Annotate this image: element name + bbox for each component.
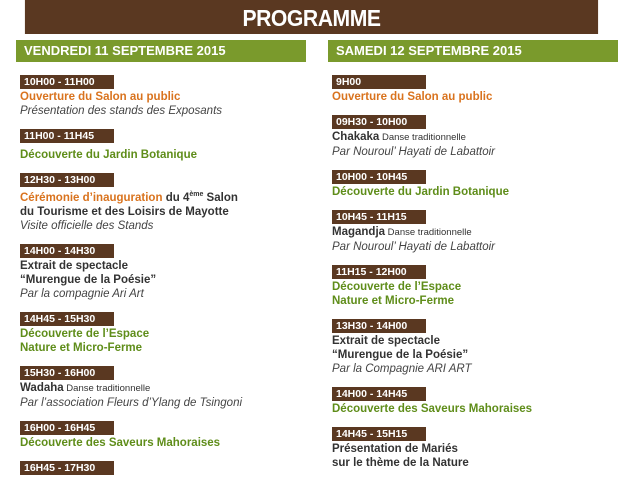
event-title: Ouverture du Salon au public xyxy=(332,91,493,103)
schedule-item xyxy=(20,363,306,410)
event-subtitle: Danse traditionnelle xyxy=(385,227,472,238)
event-subtitle: Danse traditionnelle xyxy=(379,132,466,143)
time-slot: 15H30 - 16H00 xyxy=(20,366,114,380)
time-slot: 10H00 - 10H45 xyxy=(332,170,426,184)
time-slot: 14H45 - 15H30 xyxy=(20,312,114,326)
event-detail: Visite officielle des Stands xyxy=(20,219,154,232)
event-title: Découverte des Saveurs Mahoraises xyxy=(332,403,533,415)
event-subtitle: Danse traditionnelle xyxy=(63,382,151,394)
time-slot: 16H45 - 17H30 xyxy=(20,461,114,475)
schedule-item xyxy=(20,72,306,118)
time-slot: 14H00 - 14H30 xyxy=(20,244,114,258)
event-name: Magandja xyxy=(332,226,386,238)
schedule-item xyxy=(332,316,618,376)
event-title: Découverte de l’Espace xyxy=(20,327,150,340)
time-slot: 11H00 - 11H45 xyxy=(20,129,114,143)
time-slot: 16H00 - 16H45 xyxy=(20,421,114,435)
event-title: Extrait de spectacle xyxy=(332,335,441,347)
event-title-line2: “Murengue de la Poésie” xyxy=(20,273,157,286)
schedule-item xyxy=(20,170,306,233)
time-slot: 10H45 - 11H15 xyxy=(332,210,426,224)
event-title xyxy=(20,188,306,205)
event-title: Découverte des Saveurs Mahoraises xyxy=(20,436,221,449)
event-detail: Présentation des stands des Exposants xyxy=(20,105,223,117)
time-slot: 10H00 - 11H00 xyxy=(20,75,114,89)
schedule-item xyxy=(332,207,618,254)
schedule-item xyxy=(332,384,618,416)
schedule-item xyxy=(332,262,618,308)
schedule-item xyxy=(20,418,306,450)
event-title-line2: du Tourisme et des Loisirs de Mayotte xyxy=(20,205,229,218)
saturday-column xyxy=(328,40,618,470)
programme-title-bar xyxy=(25,0,598,34)
schedule-item xyxy=(332,167,618,199)
event-name: Chakaka xyxy=(332,131,380,143)
schedule-item xyxy=(332,112,618,159)
event-title-end: Salon xyxy=(203,191,238,204)
event-name: Wadaha xyxy=(20,381,64,394)
schedule-item xyxy=(332,72,618,104)
event-title-rest: du 4 xyxy=(162,191,190,204)
time-slot: 9H00 xyxy=(332,75,426,89)
schedule-item xyxy=(20,126,306,162)
event-title-line2: “Murengue de la Poésie” xyxy=(332,349,469,361)
event-title: Présentation de Mariés xyxy=(332,443,458,455)
event-detail: Par l’association Fleurs d’Ylang de Tsingoni xyxy=(20,396,243,409)
event-title-line2: Nature et Micro-Ferme xyxy=(20,341,143,354)
event-title: Ouverture du Salon au public xyxy=(20,91,181,103)
event-title: Découverte de l’Espace xyxy=(332,281,462,293)
schedule-item xyxy=(20,458,306,476)
event-title xyxy=(332,130,618,145)
time-slot: 12H30 - 13H00 xyxy=(20,173,114,187)
event-detail: Par la Compagnie ARI ART xyxy=(332,363,472,375)
time-slot: 11H15 - 12H00 xyxy=(332,265,426,279)
event-title: Découverte du Jardin Botanique xyxy=(332,186,510,198)
event-title: Extrait de spectacle xyxy=(20,259,129,272)
time-slot: 14H45 - 15H15 xyxy=(332,427,426,441)
event-title: Découverte du Jardin Botanique xyxy=(20,149,198,161)
time-slot: 09H30 - 10H00 xyxy=(332,115,426,129)
schedule-item xyxy=(20,241,306,301)
event-title xyxy=(20,381,306,396)
event-title-line2: Nature et Micro-Ferme xyxy=(332,295,455,307)
schedule-item xyxy=(20,309,306,355)
saturday-header: SAMEDI 12 SEPTEMBRE 2015 xyxy=(328,40,618,62)
time-slot: 14H00 - 14H45 xyxy=(332,387,426,401)
ordinal-sup: ème xyxy=(189,191,204,198)
event-detail: Par Nouroul’ Hayati de Labattoir xyxy=(332,241,496,253)
event-detail: Par Nouroul’ Hayati de Labattoir xyxy=(332,146,496,158)
schedule-item xyxy=(332,424,618,470)
event-title xyxy=(332,225,618,240)
event-title-highlight: Cérémonie d’inauguration xyxy=(20,191,163,204)
friday-header: VENDREDI 11 SEPTEMBRE 2015 xyxy=(16,40,306,62)
friday-column xyxy=(16,40,306,476)
event-title-line2: sur le thème de la Nature xyxy=(332,457,469,469)
time-slot: 13H30 - 14H00 xyxy=(332,319,426,333)
event-detail: Par la compagnie Ari Art xyxy=(20,287,144,300)
programme-title: PROGRAMME xyxy=(242,5,381,31)
